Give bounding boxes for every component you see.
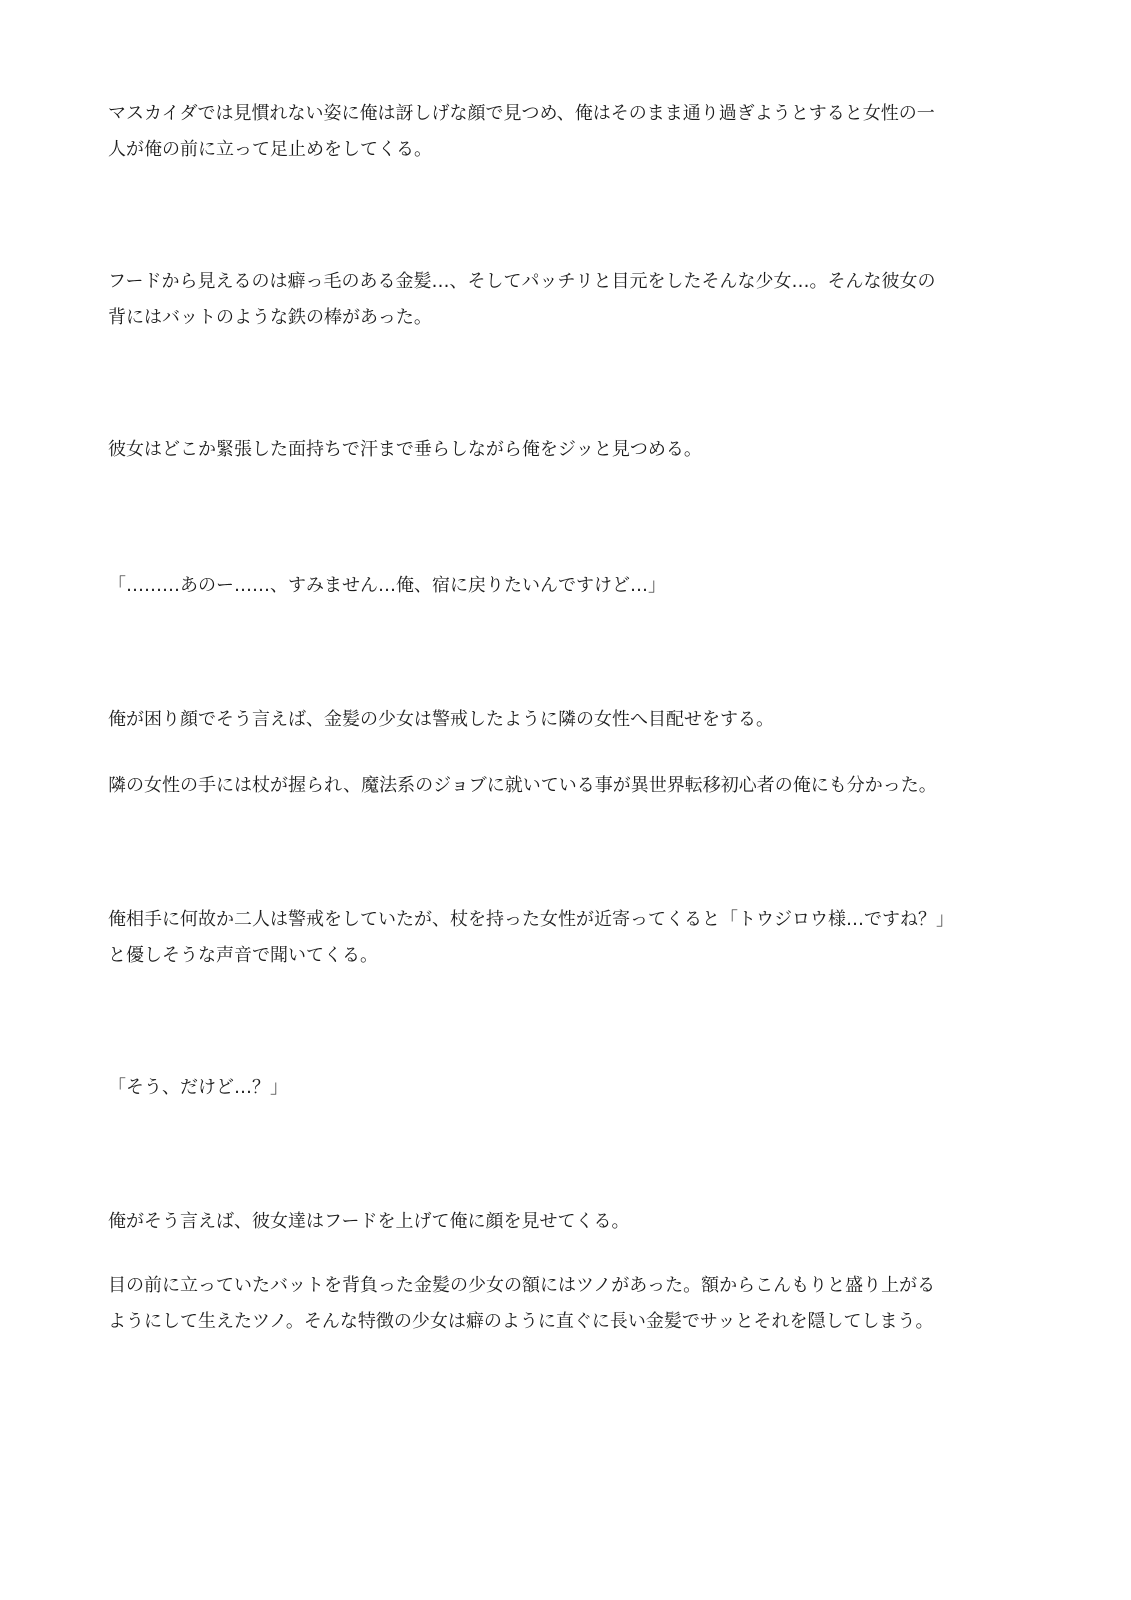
paragraph-line: 俺がそう言えば、彼女達はフードを上げて俺に顔を見せてくる。 <box>108 1211 630 1232</box>
paragraph-line: 背にはバットのような鉄の棒があった。 <box>108 307 432 328</box>
paragraph-line: フードから見えるのは癖っ毛のある金髪…、そしてパッチリと目元をしたそんな少女…。そんな彼女の <box>108 271 936 292</box>
paragraph-2 <box>108 264 1023 336</box>
paragraph-4 <box>108 568 1023 604</box>
paragraph-line: ようにして生えたツノ。そんな特徴の少女は癖のように直ぐに長い金髪でサッとそれを隠してしまう。 <box>108 1311 934 1332</box>
paragraph-10 <box>108 1268 1023 1340</box>
paragraph-line: 目の前に立っていたバットを背負った金髪の少女の額にはツノがあった。額からこんもりと盛り上がる <box>108 1275 936 1296</box>
paragraph-line: 俺相手に何故か二人は警戒をしていたが、杖を持った女性が近寄ってくると「トウジロウ様…ですね？」 <box>108 909 954 930</box>
paragraph-line: 彼女はどこか緊張した面持ちで汗まで垂らしながら俺をジッと見つめる。 <box>108 439 702 460</box>
paragraph-7 <box>108 902 1023 974</box>
paragraph-1 <box>108 96 1023 168</box>
paragraph-3 <box>108 432 1023 468</box>
paragraph-line: と優しそうな声音で聞いてくる。 <box>108 945 378 966</box>
paragraph-line: 隣の女性の手には杖が握られ、魔法系のジョブに就いている事が異世界転移初心者の俺にも分かった。 <box>108 775 937 796</box>
paragraph-5 <box>108 702 1023 738</box>
paragraph-line: 俺が困り顔でそう言えば、金髪の少女は警戒したように隣の女性へ目配せをする。 <box>108 709 774 730</box>
paragraph-line: 「………あのー……、すみません…俺、宿に戻りたいんですけど…」 <box>108 575 666 596</box>
paragraph-8 <box>108 1070 1023 1106</box>
paragraph-line: マスカイダでは見慣れない姿に俺は訝しげな顔で見つめ、俺はそのまま通り過ぎようとすると女性の一 <box>108 103 935 124</box>
paragraph-6 <box>108 768 1023 804</box>
paragraph-9 <box>108 1204 1023 1240</box>
paragraph-line: 「そう、だけど…？」 <box>108 1077 288 1098</box>
paragraph-line: 人が俺の前に立って足止めをしてくる。 <box>108 139 432 160</box>
